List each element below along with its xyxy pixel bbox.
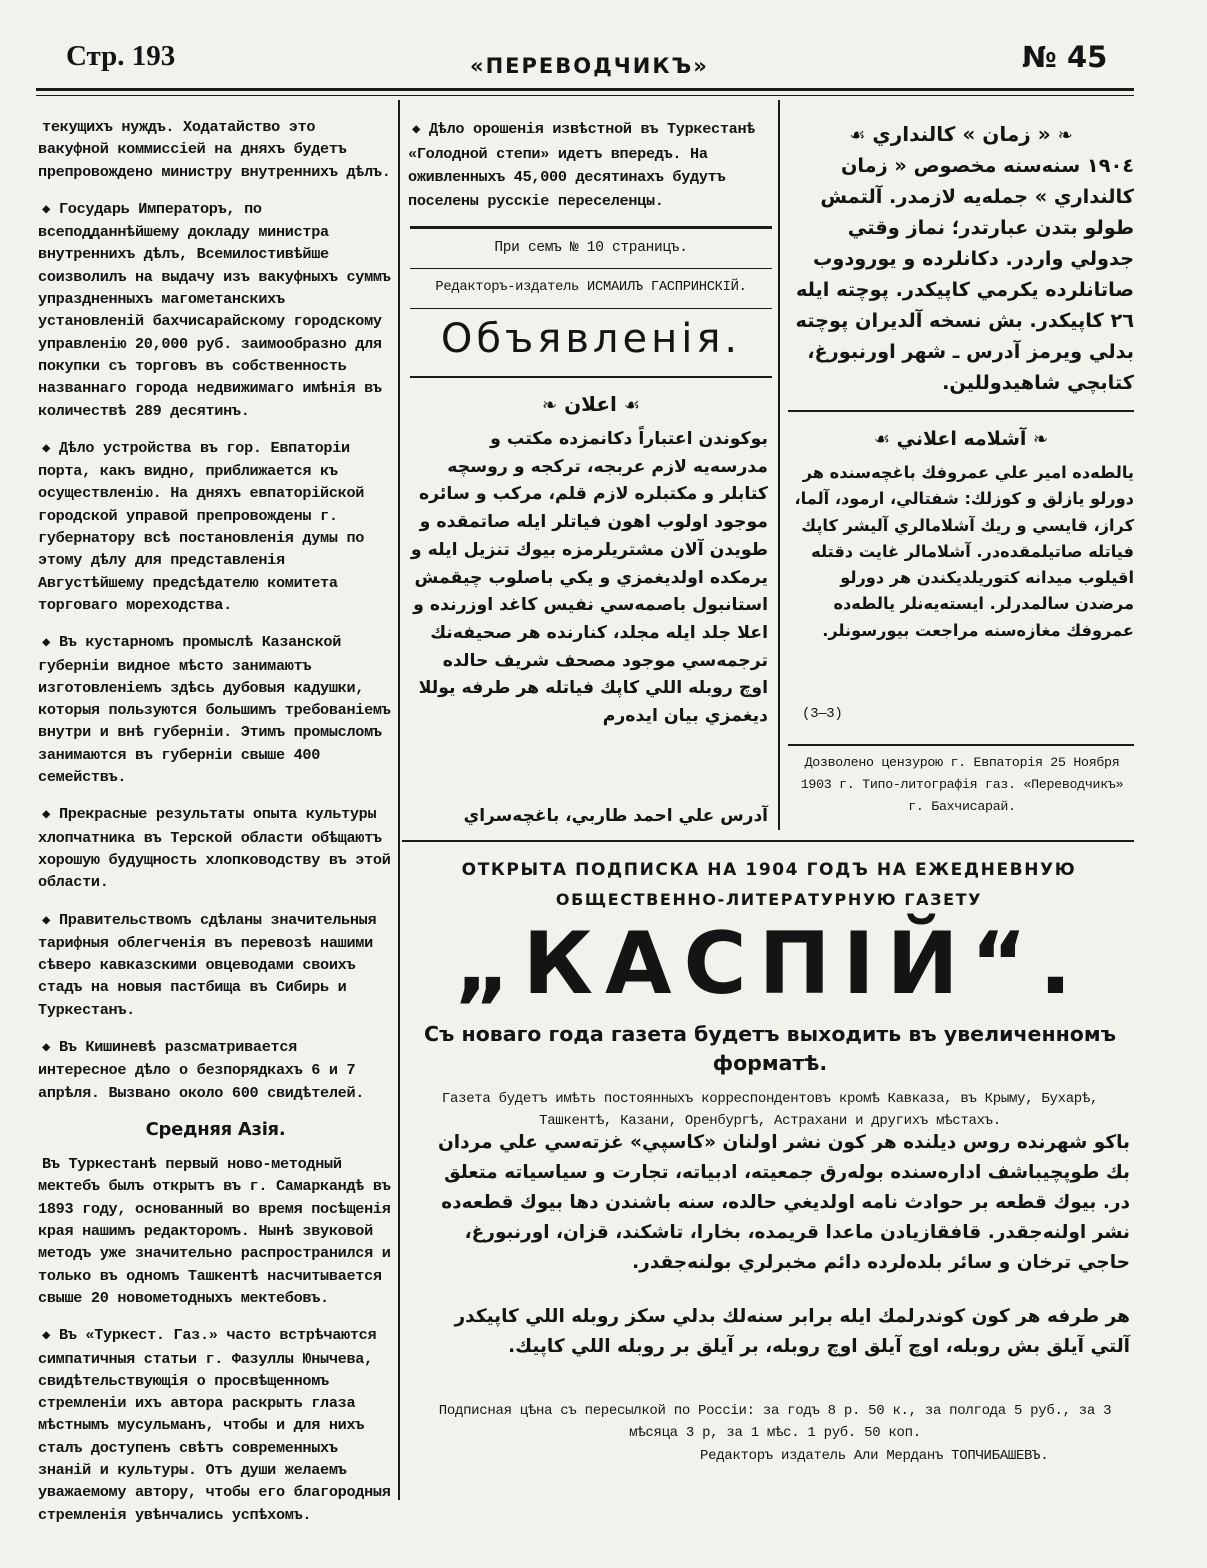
rule	[410, 226, 772, 229]
calendar-heading: ❧ « زمان » كالنداري ☙	[849, 122, 1073, 146]
bullet-icon: ◆	[42, 635, 51, 652]
news-item: ◆ Прекрасные результаты опыта культуры хлопчатника въ Терской области обѣщаютъ хорошую будущность хлопководству въ этой области.	[38, 805, 391, 892]
subscription-line: ОТКРЫТА ПОДПИСКА НА 1904 ГОДЪ НА ЕЖЕДНЕВНУЮ	[461, 860, 1077, 880]
ads-title: Объявленiя.	[440, 316, 742, 362]
editor-line: Редакторъ-издатель ИСМАИЛЪ ГАСПРИНСКIЙ.	[435, 280, 747, 295]
news-item: ◆ Государь Императоръ, по всеподданнѣйшему докладу министра внутреннихъ дѣлъ, Всемилостивѣйше соизволилъ на выдачу изъ вакуфныхъ суммъ упраздненныхъ магометанскихъ установленiй бахчисарайскому городскому управленiю 20,000 руб. заимообразно для покупки съ торговъ въ собственность названнаго города недвижимаго имѣнiя въ количествѣ 289 десятинъ.	[38, 199, 391, 420]
column-rule-right	[778, 100, 780, 830]
correspondents-note: Газета будетъ имѣть постоянныхъ корреспондентовъ кромѣ Кавказа, въ Крыму, Бухарѣ, Ташкентѣ, Казани, Оренбургѣ, Астрахани и другихъ мѣстахъ.	[441, 1091, 1099, 1129]
price-note: Подписная цѣна съ пересылкой по Россiи: за годъ 8 р. 50 к., за полгода 5 руб., за 3 мѣсяца 3 р, за 1 мѣс. 1 руб. 50 коп.	[438, 1403, 1112, 1441]
kaspiy-title: „КАСПIЙ“.	[454, 914, 1084, 1014]
news-item: ◆ Въ «Туркест. Газ.» часто встрѣчаются симпатичныя статьи г. Фазуллы Юнычева, свидѣтельствующiя о просвѣщенномъ стремленiи ихъ автора раскрыть глаза мѣстнымъ мусульманъ, чтобы и для нихъ сталъ доступенъ свѣтъ современныхъ знанiй и культуры. Отъ души желаемъ уважаемому автору, чтобы его благородныя стремленiя увѣнчались успѣхомъ.	[38, 1326, 391, 1524]
bullet-icon: ◆	[42, 912, 51, 929]
subscription-line-2: ОБЩЕСТВЕННО-ЛИТЕРАТУРНУЮ ГАЗЕТУ	[555, 890, 983, 909]
kaspiy-editor: Редакторъ издатель Али Мерданъ ТОПЧИБАШЕВЪ.	[700, 1448, 1049, 1464]
news-item: ◆ Правительствомъ сдѣланы значительныя тарифныя облегченiя въ перевозѣ нашими сѣверо кавказскими овцеводами своихъ стадъ на новыя пастбища въ Сибирь и Туркестанъ.	[38, 910, 377, 1019]
column-rule-left	[398, 100, 400, 1500]
ilan-text: بوكوندن اعتباراً دكانمزده مكتب و مدرسه‌يه لازم عربجه، تركجه و روسچه كتابلر و مكتبلره لازم قلم، مركب و سائره موجود اولوب اهون فياتلر ايله صاتمقده و طويدن آلان مشتريلرمزه بيوك تنزيل ايله و يرمكده اولديغمزي و يكي باصلوب چيقمش استانبول باصمه‌سي نفيس كاغد اوزرنده و اعلا جلد ايله مجلد، كنارنده هر صحيفه‌نك ترجمه‌سي موجود مصحف شريف حالده اوچ روبله اللي كاپك فياتله هر طرفه يوللا ديغمزي بيان ايده‌رم	[410, 429, 768, 727]
ilan-address: آدرس علي احمد طاربي، باغچه‌سراي	[463, 806, 768, 826]
masthead-rule-thin	[36, 95, 1134, 96]
ad-repeat-number: (3—3)	[802, 706, 843, 722]
masthead-rule	[36, 88, 1134, 91]
news-item: ◆ Въ Кишиневѣ разсматривается интересное дѣло о безпорядкахъ 6 и 7 апрѣля. Вызвано около 600 свидѣтелей.	[38, 1037, 365, 1102]
news-item: ◆ Дѣло устройства въ гор. Евпаторiи порта, какъ видно, приближается къ осуществленiю. На дняхъ евпаторiйской городской управой препровождены г. губернатору всѣ постановленiя думы по этому дѣлу для представленiя Августѣйшему предсѣдателю комитета торговаго мореходства.	[38, 438, 365, 614]
fleuron-icon: ☙	[849, 125, 866, 146]
bullet-icon: ◆	[42, 1328, 51, 1345]
newspaper-title: «ПЕРЕВОДЧИКЪ»	[470, 54, 709, 78]
rule	[788, 744, 1134, 746]
fleuron-icon: ☙	[873, 429, 890, 450]
censor-note: Дозволено цензурою г. Евпаторiя 25 Ноября 1903 г. Типо-литографiя газ. «Переводчикъ» г. Бахчисарай.	[800, 755, 1124, 814]
grafting-heading: ❧ آشلامه اعلاني ☙	[873, 428, 1049, 450]
rule	[788, 410, 1134, 412]
fleuron-icon: ❧	[1033, 429, 1049, 450]
left-column	[38, 116, 393, 1541]
grafting-text: يالطه‌ده امير علي عمروفك باغچه‌سنده هر دورلو يازلق و كوزلك: شفتالي، ارمود، آلما، كراز، قايسي و ريك آشلامالري آليشر كاپك فياتله صاتيلمقده‌در. آشلامالر غايت دقتله اقيلوب ميدانه كتوريلديكندن هر دورلو مرضدن سالمدرلر. ايسته‌يه‌نلر يالطه‌ده عمروفك مغازه‌سنه مراجعت بيورسونلر.	[794, 463, 1134, 640]
fleuron-icon: ☙	[623, 395, 640, 416]
bullet-icon: ◆	[42, 201, 51, 218]
rule	[410, 308, 772, 309]
bullet-icon: ◆	[412, 122, 421, 138]
news-item: ◆ Въ кустарномъ промыслѣ Казанской губернiи видное мѣсто занимаютъ изготовленiемъ здѣсь дубовыя кадушки, которыя пользуются большимъ требованiемъ внутри и внѣ губернiи. Этимъ промысломъ занимаются въ губернiи свыше 400 семействъ.	[38, 633, 391, 787]
section-heading: Средняя Азiя.	[145, 1118, 286, 1140]
format-note: Съ новаго года газета будетъ выходить въ увеличенномъ форматѣ.	[423, 1022, 1117, 1075]
bullet-icon: ◆	[42, 1039, 51, 1056]
rule	[410, 268, 772, 269]
bullet-icon: ◆	[42, 440, 51, 457]
rule	[402, 840, 1134, 842]
news-item: текущихъ нуждъ. Ходатайство это вакуфной коммиссiей на дняхъ будетъ препровождено министру внутреннихъ дѣлъ.	[38, 118, 391, 181]
calendar-text: ١٩٠٤ سنه‌سنه مخصوص « زمان كالنداري » جمله‌يه لازمدر. آلتمش طولو بتدن عبارتدر؛ نماز وقتي جدولي واردر. دكانلرده و يورودوب صاتانلرده يكرمي كاپيكدر. پوچته ايله ٢٦ كاپيكدر. بش نسخه آلديران پوچته بدلي ويرمز آدرس ـ شهر اورنبورغ، كتابچي شاهيدوللين.	[795, 154, 1134, 394]
pages-note: При семъ № 10 страницъ.	[494, 240, 688, 256]
fleuron-icon: ❧	[542, 395, 558, 416]
bullet-icon: ◆	[42, 807, 51, 824]
rule	[410, 376, 772, 378]
kaspiy-arabic-price: هر طرفه هر كون كوندرلمك ايله برابر سنه‌لك بدلي سكز روبله اللي كاپيكدر آلتي آيلق بش روبله، اوچ آيلق اوچ روبله، بر آيلق بر روبله اللي كاپيك.	[454, 1306, 1130, 1357]
middle-news: ◆ Дѣло орошенiя извѣстной въ Туркестанѣ «Голодной степи» идетъ впередъ. На оживленныхъ 45,000 десятинахъ будутъ поселены русскiе переселенцы.	[408, 120, 756, 210]
issue-number: № 45	[1022, 40, 1108, 74]
fleuron-icon: ❧	[1057, 125, 1073, 146]
page-number: Стр. 193	[66, 40, 176, 72]
kaspiy-arabic-text: باكو شهرنده روس ديلنده هر كون نشر اولنان «كاسپي» غزته‌سي علي مردان بك طوپچيباشف اداره‌سنده بوله‌رق جمعيته، ادبياته، تجارت و سياسياته متعلق در. بيوك قطعه بر حوادث نامه اولديغي حالده، سنه باشندن دها بيوك قطعه‌ده نشر اولنه‌جقدر. قافقازيادن ماعدا قريمده، بخارا، تاشكند، قزان، اورنبورغ، حاجي ترخان و سائر بلده‌لرده دائم مخبرلري بولنه‌جقدر.	[437, 1132, 1130, 1273]
ilan-heading: ❧ اعلان ☙	[542, 392, 640, 416]
news-item: Въ Туркестанѣ первый ново-методный мектебъ былъ открытъ въ г. Самаркандѣ въ 1893 году, основанный во время посѣщенiя края нашимъ редакторомъ. Нынѣ звуковой методъ уже значительно распространился и только въ одномъ Ташкентѣ насчитывается свыше 20 новометодныхъ мектебовъ.	[38, 1155, 391, 1307]
